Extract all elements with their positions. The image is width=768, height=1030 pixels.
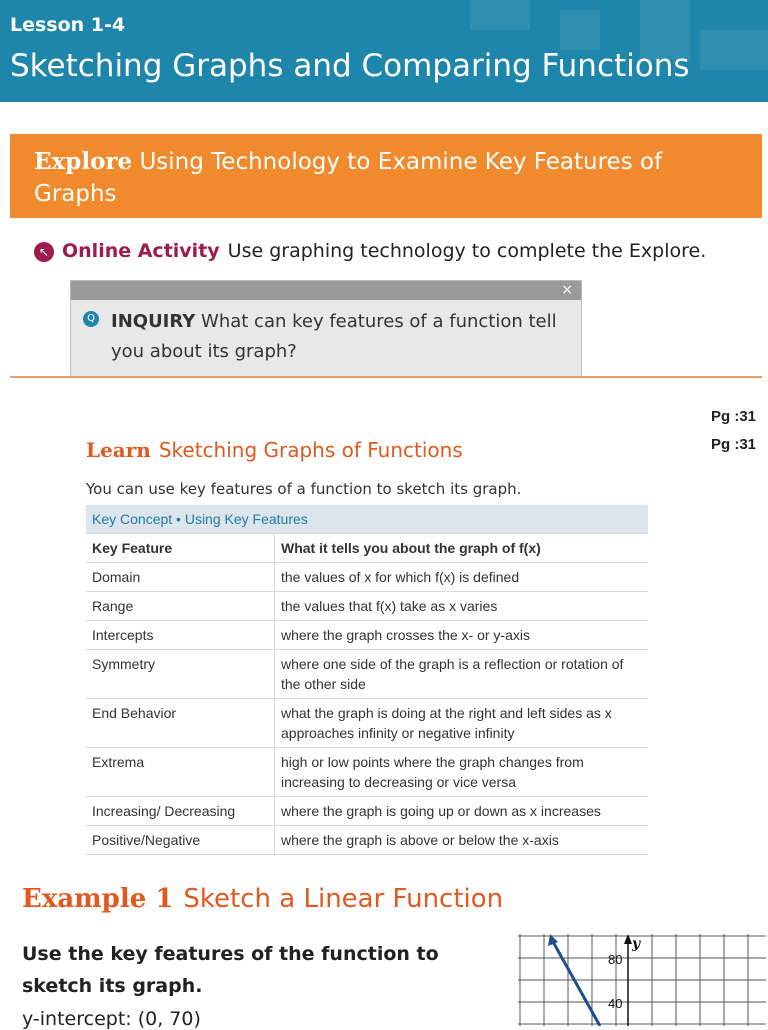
learn-heading	[86, 438, 463, 462]
explore-title: Using Technology to Examine Key Features of Graphs	[34, 149, 663, 207]
tick-label: 40	[608, 996, 623, 1011]
feature-description: the values of x for which f(x) is defined	[275, 563, 649, 592]
online-activity-text: Use graphing technology to complete the Explore.	[227, 240, 707, 262]
banner-decoration	[560, 10, 600, 50]
key-concept-table	[86, 505, 648, 855]
feature-name: Increasing/ Decreasing	[86, 797, 275, 826]
banner-decoration	[700, 30, 768, 70]
y-axis-label: y	[632, 936, 641, 952]
page-number: Pg :31	[710, 408, 756, 425]
feature-name: Intercepts	[86, 621, 275, 650]
table-row	[86, 592, 648, 621]
example-label: Example 1	[22, 884, 174, 914]
feature-description: where one side of the graph is a reflection or rotation of the other side	[275, 650, 649, 699]
online-activity-link[interactable]	[34, 240, 706, 262]
feature-description: high or low points where the graph changes from increasing to decreasing or vice versa	[275, 748, 649, 797]
lesson-label: Lesson 1-4	[10, 14, 126, 36]
close-icon[interactable]: ×	[561, 282, 573, 298]
lesson-banner	[0, 0, 768, 102]
feature-name: Symmetry	[86, 650, 275, 699]
explore-heading	[34, 146, 734, 210]
tick-label: 80	[608, 952, 623, 967]
inquiry-titlebar	[71, 281, 581, 300]
inquiry-question-text: What can key features of a function tell you about its graph?	[111, 311, 557, 362]
inquiry-icon: Q	[83, 311, 99, 327]
banner-decoration	[470, 0, 530, 30]
learn-label: Learn	[86, 438, 151, 462]
feature-description: what the graph is doing at the right and left sides as x approaches infinity or negative infinity	[275, 699, 649, 748]
feature-description: where the graph crosses the x- or y-axis	[275, 621, 649, 650]
page-number: Pg :31	[710, 436, 756, 453]
explore-banner	[10, 134, 762, 218]
feature-description: where the graph is going up or down as x increases	[275, 797, 649, 826]
section-divider	[10, 376, 762, 378]
feature-name: Range	[86, 592, 275, 621]
function-line	[552, 940, 600, 1026]
inquiry-panel	[70, 280, 582, 377]
key-concept-caption: Key Concept • Using Key Features	[86, 505, 648, 534]
online-activity-label: Online Activity	[62, 240, 220, 262]
table-row	[86, 563, 648, 592]
learn-intro: You can use key features of a function to sketch its graph.	[86, 480, 522, 498]
explore-label: Explore	[34, 148, 133, 175]
feature-description: the values that f(x) take as x varies	[275, 592, 649, 621]
feature-name: Domain	[86, 563, 275, 592]
table-header-description: What it tells you about the graph of f(x)	[275, 534, 649, 563]
example-title: Sketch a Linear Function	[183, 884, 504, 914]
example-partial-line: y-intercept: (0, 70)	[22, 1008, 201, 1030]
learn-title: Sketching Graphs of Functions	[158, 438, 463, 462]
cursor-icon: ↖	[34, 242, 54, 262]
inquiry-label: INQUIRY	[111, 311, 196, 332]
table-row	[86, 621, 648, 650]
example-prompt: Use the key features of the function to sketch its graph.	[22, 943, 439, 997]
coordinate-grid	[518, 934, 766, 1026]
feature-description: where the graph is above or below the x-axis	[275, 826, 649, 855]
table-row	[86, 826, 648, 855]
example-heading	[22, 884, 503, 914]
table-row	[86, 650, 648, 699]
table-header-feature: Key Feature	[86, 534, 275, 563]
feature-name: Positive/Negative	[86, 826, 275, 855]
feature-name: End Behavior	[86, 699, 275, 748]
inquiry-question	[111, 307, 561, 367]
lesson-title: Sketching Graphs and Comparing Functions	[10, 48, 690, 84]
table-row	[86, 699, 648, 748]
feature-name: Extrema	[86, 748, 275, 797]
table-row	[86, 797, 648, 826]
table-row	[86, 748, 648, 797]
